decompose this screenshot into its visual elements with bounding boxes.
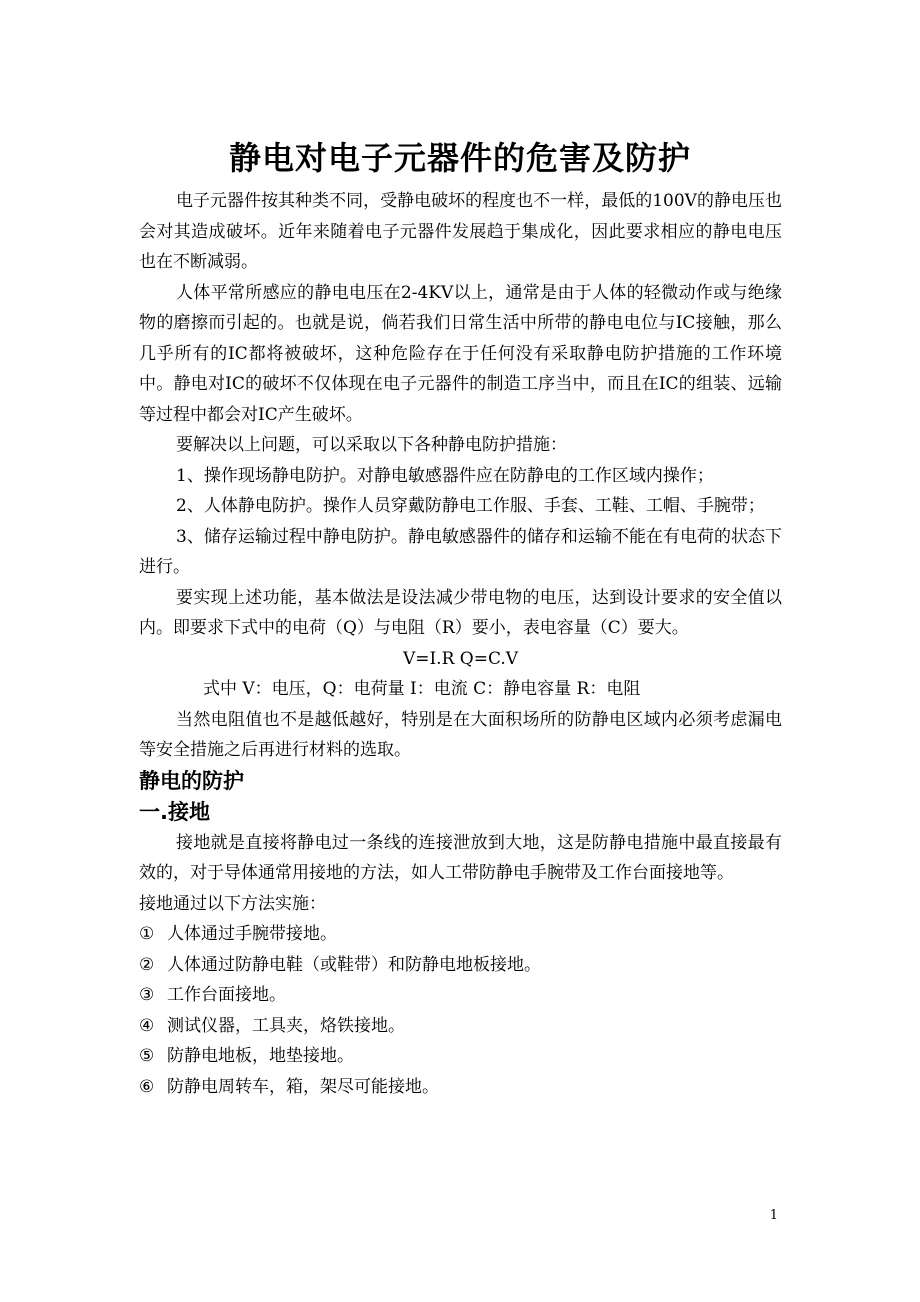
list-item-text: 工作台面接地。 — [167, 985, 286, 1005]
paragraph-measure-worksite: 1、操作现场静电防护。对静电敏感器件应在防静电的工作区域内操作； — [176, 465, 714, 486]
paragraph-human-body-voltage: 人体平常所感应的静电电压在2-4KV以上，通常是由于人体的轻微动作或与绝缘物的磨擦而引起的。也就是说，倘若我们日常生活中所带的静电电位与IC接触，那么几乎所有的IC都将被破坏，这种危险存在于任何没有采取静电防护措施的工作环境中。静电对IC的破坏不仅体现在电子元器件的制造工序当中，而且在IC的组装、远输等过程中都会对IC产生破坏。 — [139, 282, 782, 425]
list-item-text: 防静电地板，地垫接地。 — [167, 1046, 354, 1066]
document-body — [139, 186, 782, 1102]
paragraph-measure-storage-transport: 3、储存运输过程中静电防护。静电敏感器件的储存和运输不能在有电荷的状态下进行。 — [139, 526, 782, 577]
list-item-text: 测试仪器，工具夹，烙铁接地。 — [167, 1015, 405, 1036]
paragraph-solution-intro: 要解决以上问题，可以采取以下各种静电防护措施： — [176, 435, 567, 455]
grounding-methods-list — [139, 919, 782, 1102]
list-item — [139, 1072, 782, 1103]
list-marker: ① — [139, 924, 155, 944]
list-item — [139, 919, 782, 950]
page-number: 1 — [769, 1208, 778, 1223]
section-heading: 静电的防护 — [139, 768, 244, 793]
list-marker: ③ — [139, 985, 155, 1005]
list-marker: ⑥ — [139, 1076, 155, 1097]
list-marker: ④ — [139, 1015, 155, 1036]
list-item — [139, 1011, 782, 1042]
document-title: 静电对电子元器件的危害及防护 — [228, 139, 691, 178]
list-marker: ② — [139, 954, 155, 975]
paragraph-resistance-note: 当然电阻值也不是越低越好，特别是在大面积场所的防静电区域内必须考虑漏电等安全措施之后再进行材料的选取。 — [139, 709, 782, 760]
paragraph-grounding: 接地就是直接将静电过一条线的连接泄放到大地，这是防静电措施中最直接最有效的，对于导体通常用接地的方法，如人工带防静电手腕带及工作台面接地等。 — [139, 832, 782, 883]
list-item-text: 人体通过防静电鞋（或鞋带）和防静电地板接地。 — [167, 954, 541, 975]
paragraph-measure-human-body: 2、人体静电防护。操作人员穿戴防静电工作服、手套、工鞋、工帽、手腕带； — [176, 496, 765, 516]
subsection-heading: 一.接地 — [139, 799, 210, 824]
formula: V=I.R Q=C.V — [402, 648, 519, 669]
formula-legend: 式中 V：电压，Q：电荷量 I：电流 C：静电容量 R：电阻 — [203, 679, 641, 699]
list-item — [139, 980, 782, 1011]
paragraph-component-sensitivity: 电子元器件按其种类不同，受静电破坏的程度也不一样，最低的100V的静电压也会对其造成破坏。近年来随着电子元器件发展趋于集成化，因此要求相应的静电电压也在不断减弱。 — [139, 191, 782, 272]
grounding-methods-intro: 接地通过以下方法实施： — [139, 893, 326, 914]
list-item — [139, 1041, 782, 1072]
list-item-text: 人体通过手腕带接地。 — [167, 924, 337, 944]
list-marker: ⑤ — [139, 1046, 155, 1066]
paragraph-basic-method: 要实现上述功能，基本做法是设法减少带电物的电压，达到设计要求的安全值以内。即要求下式中的电荷（Q）与电阻（R）要小，表电容量（C）要大。 — [139, 587, 782, 638]
list-item — [139, 950, 782, 981]
list-item-text: 防静电周转车，箱，架尽可能接地。 — [167, 1076, 439, 1097]
